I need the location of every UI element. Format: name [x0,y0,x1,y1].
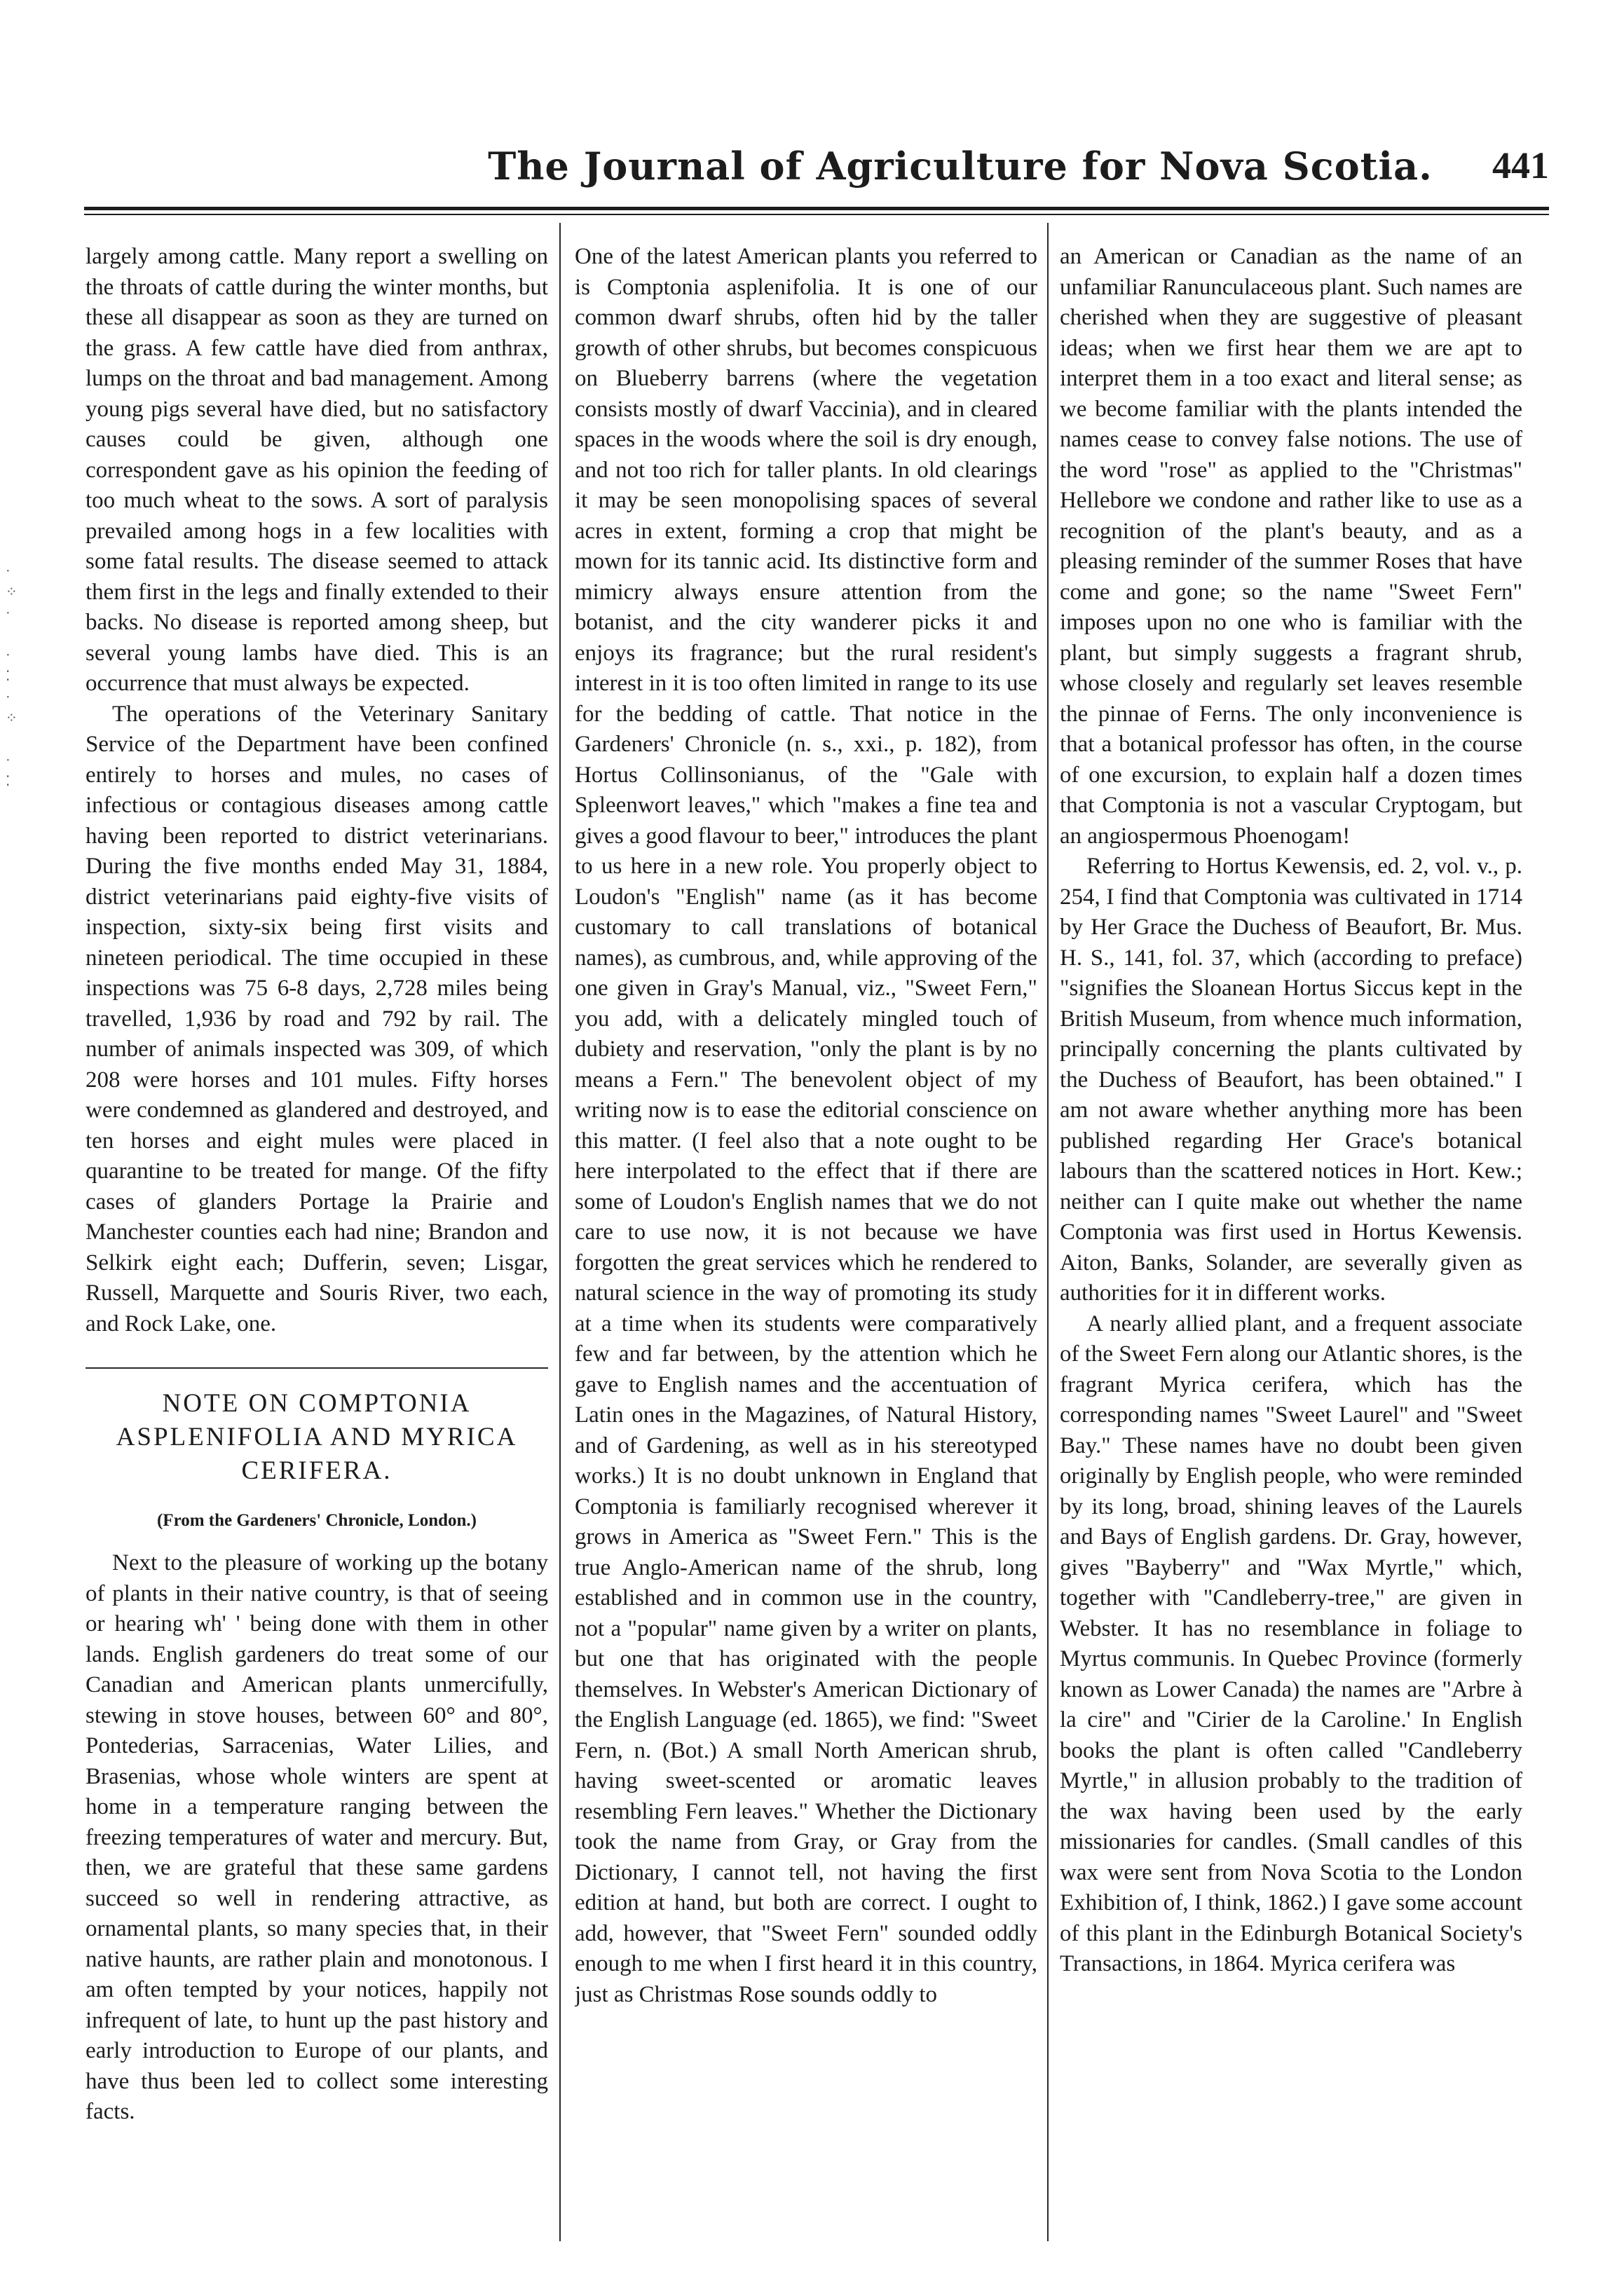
column-1 [86,242,548,2253]
article-separator [86,1367,548,1369]
margin-specks: · ⁘ · · ⁚ · ⁘ · ⁚ [6,563,18,789]
paragraph: Referring to Hortus Kewensis, ed. 2, vol. v., p. 254, I find that Comptonia was cultivated in 1714 by Her Grace the Duchess of Beaufort, Br. Mus. H. S., 141, fol. 37, which (according to preface) "signifies the Sloanean Hortus Siccus kept in the British Museum, from whence much information, principally concerning the plants cultivated by the Duchess of Beaufort, has been obtained." I am not aware whether anything more has been published regarding Her Grace's botanical labours than the scattered notices in Hort. Kew.; neither can I quite make out whether the name Comptonia was first used in Hortus Kewensis. Aiton, Banks, Solander, are severally given as authorities for it in different works. [1060,854,1522,1306]
paragraph: One of the latest American plants you referred to is Comptonia asplenifolia. It is one of our common dwarf shrubs, often hid by the taller growth of other shrubs, but becomes conspicuous on Blueberry barrens (where the vegetation consists mostly of dwarf Vaccinia), and in cleared spaces in the woods where the soil is dry enough, and not too rich for taller plants. In old clearings it may be seen monopolising spaces of several acres in extent, forming a crop that might be mown for its tannic acid. Its distinctive form and mimicry always ensure attention from the botanist, and the city wanderer picks it and enjoys its fragrance; but the rural resident's interest in it is too often limited in range to its use for the bedding of cattle. That notice in the Gardeners' Chronicle (n. s., xxi., p. 182), from Hortus Collinsonianus, of the "Gale with Spleenwort leaves," which "makes a fine tea and gives a good flavour to beer," introduces the plant to us here in a new role. You properly object to Loudon's "English" name (as it has become customary to call translations of botanical names), as cumbrous, and, while approving of the one given in Gray's Manual, viz., "Sweet Fern," you add, with a delicately mingled touch of dubiety and reservation, "only the plant is by no means a Fern." The benevolent object of my writing now is to ease the editorial conscience on this matter. (I feel also that a note ought to be here interpolated to the effect that if there are some of Loudon's English names that we do not care to use now, it is not because we have forgotten the great services which he rendered to natural science in the way of promoting its study at a time when its students were comparatively few and far between, by the attention which he gave to English names and the accentuation of Latin ones in the Magazines, of Natural History, and of Gardening, as well as in his stereotyped works.) It is no doubt unknown in England that Comptonia is familiarly recognised wherever it grows in America as "Sweet Fern." This is the true Anglo-American name of the shrub, long established and in common use in the country, not a "popular" name given by a writer on plants, but one that has originated with the people themselves. In Webster's American Dictionary of the English Language (ed. 1865), we find: "Sweet Fern, n. (Bot.) A small North American shrub, having sweet-scented or aromatic leaves resembling Fern leaves." Whether the Dictionary took the name from Gray, or Gray from the Dictionary, I cannot tell, not having the first edition at hand, but both are correct. I ought to add, however, that "Sweet Fern" sounded oddly enough to me when I first heard it in this country, just as Christmas Rose sounds oddly to [575,244,1037,2007]
paragraph: The operations of the Veterinary Sanitary Service of the Department have been confined entirely to horses and mules, no cases of infectious or contagious diseases among cattle having been reported to district veterinarians. During the five months ended May 31, 1884, district veterinarians paid eighty-five visits of inspection, sixty-six being first visits and nineteen periodical. The time occupied in these inspections was 75 6-8 days, 2,728 miles being travelled, 1,936 by road and 792 by rail. The number of animals inspected was 309, of which 208 were horses and 101 mules. Fifty horses were condemned as glandered and destroyed, and ten horses and eight mules were placed in quarantine to be treated for mange. Of the fifty cases of glanders Portage la Prairie and Manchester counties each had nine; Brandon and Selkirk eight each; Dufferin, seven; Lisgar, Russell, Marquette and Souris River, two each, and Rock Lake, one. [86,701,548,1336]
article-source: (From the Gardeners' Chronicle, London.) [156,1511,477,1530]
header-rule-thin [84,214,1549,215]
header-rule-thick [84,207,1549,210]
page-header [84,144,1549,200]
paragraph: Next to the pleasure of working up the botany of plants in their native country, is that of seeing or hearing wh' ' being done with them in other lands. English gardeners do treat some of our Canadian and American plants unmercifully, stewing in stove houses, between 60° and 80°, Pontederias, Sarracenias, Water Lilies, and Brasenias, whose whole winters are spent at home in a temperature ranging between the freezing temperatures of water and mercury. But, then, we are grateful that these same gardens succeed so well in rendering attractive, as ornamental plants, so many species that, in their native haunts, are rather plain and monotonous. I am often tempted by your notices, happily not infrequent of late, to hunt up the past history and early introduction to Europe of our plants, and have thus been led to collect some interesting facts. [86,1550,548,2124]
journal-title: The Journal of Agriculture for Nova Scotia. [488,144,1433,189]
paragraph: an American or Canadian as the name of an unfamiliar Ranunculaceous plant. Such names are cherished when they are suggestive of pleasant ideas; when we first hear them we are apt to interpret them in a too exact and literal sense; as we become familiar with the plants intended the names cease to convey false notions. The use of the word "rose" as applied to the "Christmas" Hellebore we condone and rather like to use as a recognition of the plant's beauty, and as a pleasing reminder of the summer Roses that have come and gone; so the name "Sweet Fern" imposes upon no one who is familiar with the plant, but simply suggests a fragrant shrub, whose closely and regularly set leaves resemble the pinnae of Ferns. The only inconvenience is that a botanical professor has often, in the course of one excursion, to explain half a dozen times that Comptonia is not a vascular Cryptogam, but an angiospermous Phoenogam! [1060,244,1522,849]
article-title: NOTE ON COMPTONIA ASPLENIFOLIA AND MYRICA CERIFERA. [116,1389,518,1485]
column-3 [1060,242,1522,2253]
column-divider-1 [559,223,561,2241]
paragraph: A nearly allied plant, and a frequent associate of the Sweet Fern along our Atlantic shores, is the fragrant Myrica cerifera, which has the corresponding names "Sweet Laurel" and "Sweet Bay." These names have no doubt been given originally by English people, who were reminded by its long, broad, shining leaves of the Laurels and Bays of English gardens. Dr. Gray, however, gives "Bayberry" and "Wax Myrtle," which, together with "Candleberry-tree," are given in Webster. It has no resemblance in foliage to Myrtus communis. In Quebec Province (formerly known as Lower Canada) the names are "Arbre à la cire" and "Cirier de la Caroline.' In English books the plant is often called "Candleberry Myrtle," in allusion probably to the tradition of the wax having been used by the early missionaries for candles. (Small candles of this wax were sent from Nova Scotia to the London Exhibition of, I think, 1862.) I gave some account of this plant in the Edinburgh Botanical Society's Transactions, in 1864. Myrica cerifera was [1060,1311,1522,1976]
page-number: 441 [1492,144,1549,186]
column-2 [575,242,1037,2253]
column-divider-2 [1047,223,1049,2241]
paragraph: largely among cattle. Many report a swelling on the throats of cattle during the winter months, but these all disappear as soon as they are turned on the grass. A few cattle have died from anthrax, lumps on the throat and bad management. Among young pigs several have died, but no satisfactory causes could be given, although one correspondent gave as his opinion the feeding of too much wheat to the sows. A sort of paralysis prevailed among hogs in a few localities with some fatal results. The disease seemed to attack them first in the legs and finally extended to their backs. No disease is reported among sheep, but several young lambs have died. This is an occurrence that must always be expected. [86,244,548,696]
